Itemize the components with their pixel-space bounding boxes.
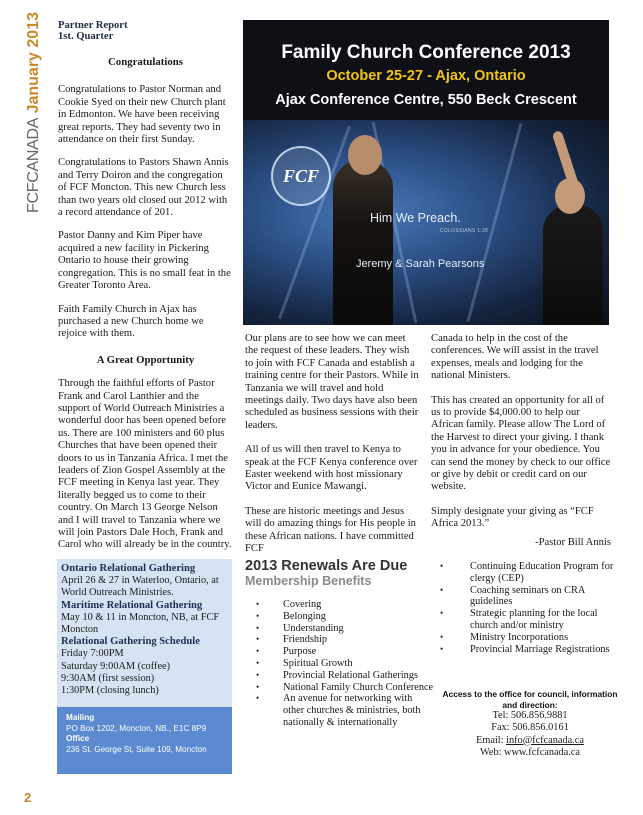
list-item: • National Family Church Conference — [256, 681, 434, 693]
contact-block — [440, 689, 620, 759]
paragraph: Simply designate your giving as “FCF Africa 2013.” — [431, 505, 594, 530]
signature: -Pastor Bill Annis — [535, 536, 611, 548]
ontario-details: April 26 & 27 in Waterloo, Ontario, at World Outreach Ministries. — [61, 575, 219, 599]
masthead-brand: FCFCANADA — [25, 117, 42, 213]
bullet-icon: • — [440, 631, 444, 642]
report-title: Partner Report — [58, 20, 128, 31]
maritime-details: May 10 & 11 in Moncton, NB, at FCF Moncton — [61, 611, 220, 636]
partner-report-column — [58, 20, 233, 563]
fcf-logo: FCF — [271, 146, 331, 206]
schedule-heading: Relational Gathering Schedule — [61, 636, 200, 648]
bullet-icon: • — [440, 608, 444, 619]
benefits-list-continued — [440, 561, 615, 655]
speaker-head — [348, 135, 382, 175]
contact-fax: Fax: 506.856.0161 — [491, 722, 569, 734]
conference-poster — [243, 20, 609, 325]
contact-tel: Tel: 506.856.9881 — [492, 710, 568, 721]
paragraph: Faith Family Church in Ajax has purchased a new Church home we rejoice with them. — [58, 303, 204, 340]
contact-heading: Access to the office for council, information and direction: — [442, 689, 618, 710]
list-item: • An avenue for networking with other churches & ministries, both nationally & internationally — [256, 693, 421, 728]
opportunity-heading: A Great Opportunity — [96, 353, 195, 366]
paragraph: These are historic meetings and Jesus will do amazing things for His people in these African nations. I have committed FCF — [245, 505, 416, 555]
contact-email-line — [440, 735, 620, 747]
office-address: 236 St. George St, Suite 109, Moncton — [66, 744, 207, 754]
paragraph: This has created an opportunity for all of us to provide $4,000.00 to help our African family. Please allow The Lord of the Harvest to direct your giving. I thank you in advance for your obedience. You can send the money by check to our office or give by debit or credit card on our website. — [431, 394, 611, 493]
poster-dates: October 25-27 - Ajax, Ontario — [326, 68, 526, 84]
paragraph: Through the faithful efforts of Pastor Frank and Carol Lanthier and the support of World Outreach Ministries a wonderful door has been opened before us. There are 100 ministers and 60 plus Churches that have been opened their doors to us in Tanzania Africa. I met the leaders of Zion Gospel Assembly at the FCF meeting in Kenya last year. They literally begged us to come to their country. On March 13 George Nelson and I will travel to Tanzania where we will join Pastors Dale Hoch, Frank and Carol who will already be in the country. — [58, 378, 232, 551]
list-item: • Strategic planning for the local church and/or ministry — [440, 608, 598, 631]
email-link[interactable]: info@fcfcanada.ca — [506, 734, 584, 746]
middle-column — [245, 333, 420, 568]
list-item: • Provincial Relational Gatherings — [256, 669, 418, 681]
list-item: • Understanding — [256, 622, 344, 634]
bullet-icon: • — [256, 681, 260, 692]
schedule-item: 1:30PM (closing lunch) — [61, 685, 159, 697]
list-item: • Friendship — [256, 634, 328, 646]
poster-venue: Ajax Conference Centre, 550 Beck Crescent — [275, 92, 577, 108]
renewals-section — [245, 558, 435, 729]
masthead — [22, 12, 46, 222]
bullet-icon: • — [440, 643, 444, 654]
poster-speakers: Jeremy & Sarah Pearsons — [356, 258, 485, 270]
mailing-address: PO Box 1202, Moncton, NB., E1C 8P9 — [66, 723, 207, 733]
speaker-figure-male — [333, 160, 393, 325]
bullet-icon: • — [256, 657, 260, 668]
bullet-icon: • — [256, 599, 260, 609]
page-number: 2 — [24, 790, 32, 805]
email-label: Email: — [476, 734, 507, 746]
poster-title: Family Church Conference 2013 — [281, 42, 571, 63]
speaker-figure-female — [543, 205, 603, 325]
events-box — [57, 559, 232, 707]
bullet-icon: • — [256, 693, 260, 704]
poster-verse: COLOSSIANS 1:28 — [440, 228, 489, 234]
mailing-label: Mailing — [66, 713, 95, 722]
list-item: • Covering — [256, 599, 322, 610]
schedule-item: 9:30AM (first session) — [61, 672, 155, 684]
mailing-box — [57, 707, 232, 774]
masthead-date: January 2013 — [25, 12, 42, 114]
schedule-item: Saturday 9:00AM (coffee) — [61, 660, 171, 672]
list-item: • Continuing Education Program for clergy (CEP) — [440, 561, 614, 584]
bullet-icon: • — [256, 622, 260, 633]
maritime-heading: Maritime Relational Gathering — [61, 599, 203, 611]
speaker-head — [555, 178, 585, 214]
report-quarter: 1st. Quarter — [58, 31, 114, 42]
bullet-icon: • — [256, 669, 260, 680]
list-item: • Spiritual Growth — [256, 657, 353, 669]
list-item: • Provincial Marriage Registrations — [440, 643, 610, 655]
list-item: • Ministry Incorporations — [440, 631, 569, 643]
poster-tagline: Him We Preach. — [370, 211, 461, 225]
bullet-icon: • — [440, 584, 444, 595]
bullet-icon: • — [256, 610, 260, 621]
paragraph: All of us will then travel to Kenya to speak at the FCF Kenya conference over Easter weekend with host missionary Victor and Eunice Mawangi. — [245, 444, 418, 493]
office-label: Office — [66, 734, 90, 743]
benefits-list — [440, 561, 615, 655]
list-item: • Coaching seminars on CRA guidelines — [440, 584, 585, 608]
schedule-item: Friday 7:00PM — [61, 648, 124, 660]
bullet-icon: • — [440, 561, 444, 571]
renewals-title: 2013 Renewals Are Due — [245, 558, 408, 574]
ontario-heading: Ontario Relational Gathering — [61, 563, 196, 574]
paragraph: Pastor Danny and Kim Piper have acquired a new facility in Pickering Ontario to house their growing congregation. This is no small feat in the Greater Toronto Area. — [58, 230, 231, 292]
bullet-icon: • — [256, 634, 260, 645]
contact-web: Web: www.fcfcanada.ca — [480, 746, 580, 758]
paragraph: Canada to help in the cost of the conferences. We will assist in the travel expenses, meals and lodging for the national Ministers. — [431, 333, 599, 382]
bullet-icon: • — [256, 646, 260, 657]
list-item: • Belonging — [256, 610, 326, 622]
paragraph: Our plans are to see how we can meet the request of these leaders. They wish to join with FCF Canada and establish a training centre for their Pastors. While in Tanzania we will travel and hold meetings daily. Two days have also been scheduled as business sessions with their leaders. — [245, 333, 419, 431]
paragraph: Congratulations to Pastor Norman and Cookie Syed on their new Church plant in Edmonton. We have been receiving great reports. They had seventy two in attendance on their first Sunday. — [58, 84, 226, 146]
benefits-list — [245, 599, 435, 729]
list-item: • Purpose — [256, 646, 317, 658]
right-column — [431, 333, 611, 561]
paragraph: Congratulations to Pastors Shawn Annis and Terry Doiron and the congregation of FCF Moncton. This new Church less than two years old closed out 2012 with a record attendance of 201. — [58, 157, 229, 219]
renewals-subtitle: Membership Benefits — [245, 574, 372, 588]
congratulations-heading: Congratulations — [108, 56, 183, 68]
